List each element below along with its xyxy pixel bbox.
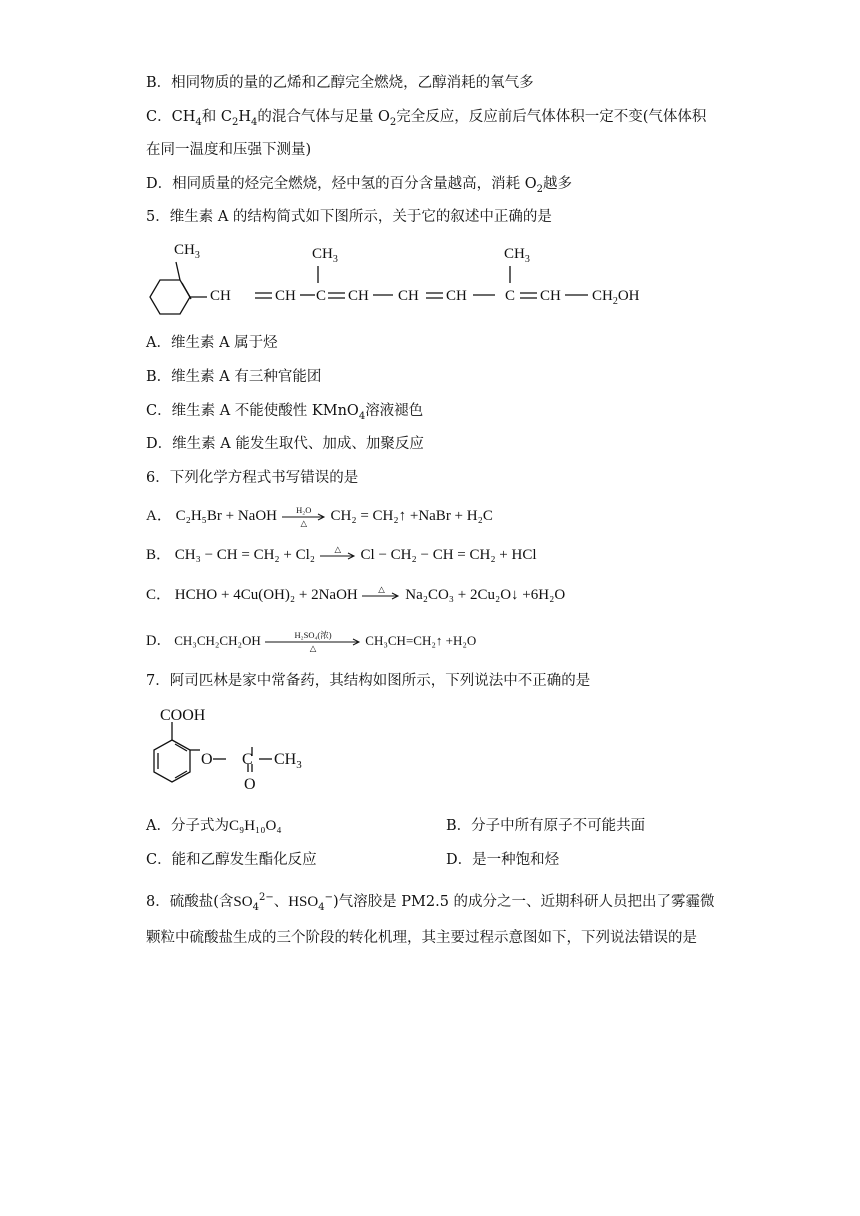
q6-stem: 6．下列化学方程式书写错误的是	[146, 470, 359, 486]
q7-option-b: B．分子中所有原子不可能共面	[446, 818, 646, 834]
carbonyl-carbon: C	[242, 751, 253, 768]
q5-option-b: B．维生素 A 有三种官能团	[146, 369, 322, 385]
chain-atom: CH	[398, 288, 419, 304]
q8-stem: 8．硫酸盐(含$SO_4^{2-}$、$HSO_4^-$)气溶胶是 PM2.5 的成分之一、近期科研人员把出了雾霾微	[146, 892, 715, 913]
q4-option-c-cont: 在同一温度和压强下测量)	[146, 142, 312, 158]
q6-option-a: A． C₂H₅Br + NaOH H₂O △ CH₂ = CH₂↑ +NaBr + H₂C	[146, 504, 493, 528]
chain-atom: C	[316, 288, 327, 304]
chain-atom: $CH_2OH$	[592, 288, 640, 307]
q6-option-d: D． CH₃CH₂CH₂OH H₂SO₄(浓) △ CH₃CH=CH₂↑ +H₂O	[146, 630, 477, 654]
q5-option-c: C．维生素 A 不能使酸性 KMnO$_4$溶液褪色	[146, 403, 424, 422]
q7-option-a: A．分子式为C₉H₁₀O₄	[146, 818, 282, 834]
q6-option-c: C． HCHO + 4Cu(OH)₂ + 2NaOH △ Na₂CO₃ + 2Cu₂O↓ +6H₂O	[146, 583, 566, 603]
q5-stem: 5．维生素 A 的结构简式如下图所示，关于它的叙述中正确的是	[146, 209, 552, 225]
ether-oxygen: O	[201, 751, 213, 768]
chain-atom: CH	[540, 288, 561, 304]
methyl-group: $CH_3$	[174, 242, 200, 261]
q5-option-d: D．维生素 A 能发生取代、加成、加聚反应	[146, 436, 424, 452]
methyl-group: $CH_3$	[312, 246, 338, 265]
q5-option-a: A．维生素 A 属于烃	[146, 335, 278, 351]
aspirin-structure	[140, 702, 340, 798]
vitamin-a-structure	[140, 236, 680, 320]
reaction-arrow: △	[319, 551, 357, 561]
q7-option-c: C．能和乙醇发生酯化反应	[146, 852, 317, 868]
q4-option-d: D．相同质量的烃完全燃烧，烃中氢的百分含量越高，消耗 $O_2$越多	[146, 176, 572, 195]
q6-option-b: B． CH₃ − CH = CH₂ + Cl₂ △ Cl − CH₂ − CH = CH₂ + HCl	[146, 543, 537, 563]
q4-option-c: C．$CH_4$和 $C_2H_4$的混合气体与足量 $O_2$完全反应，反应前后气体体积一定不变(气体体积	[146, 109, 707, 128]
chain-atom: CH	[210, 288, 231, 304]
chain-atom: C	[505, 288, 516, 304]
q7-stem: 7．阿司匹林是家中常备药，其结构如图所示，下列说法中不正确的是	[146, 673, 591, 689]
q7-option-d: D．是一种饱和烃	[446, 852, 560, 868]
chain-atom: CH	[275, 288, 296, 304]
methyl-group: $CH_3$	[504, 246, 530, 265]
carboxyl-group: COOH	[160, 707, 206, 724]
reaction-arrow: △	[361, 591, 401, 601]
chain-atom: CH	[446, 288, 467, 304]
q4-option-b: B．相同物质的量的乙烯和乙醇完全燃烧，乙醇消耗的氧气多	[146, 75, 534, 91]
q8-stem-cont: 颗粒中硫酸盐生成的三个阶段的转化机理，其主要过程示意图如下，下列说法错误的是	[146, 930, 697, 946]
carbonyl-oxygen: O	[244, 776, 256, 793]
methyl-group: $CH_3$	[274, 751, 302, 771]
reaction-arrow: H₂O △	[281, 512, 327, 522]
reaction-arrow: H₂SO₄(浓) △	[264, 637, 362, 647]
chain-atom: CH	[348, 288, 369, 304]
